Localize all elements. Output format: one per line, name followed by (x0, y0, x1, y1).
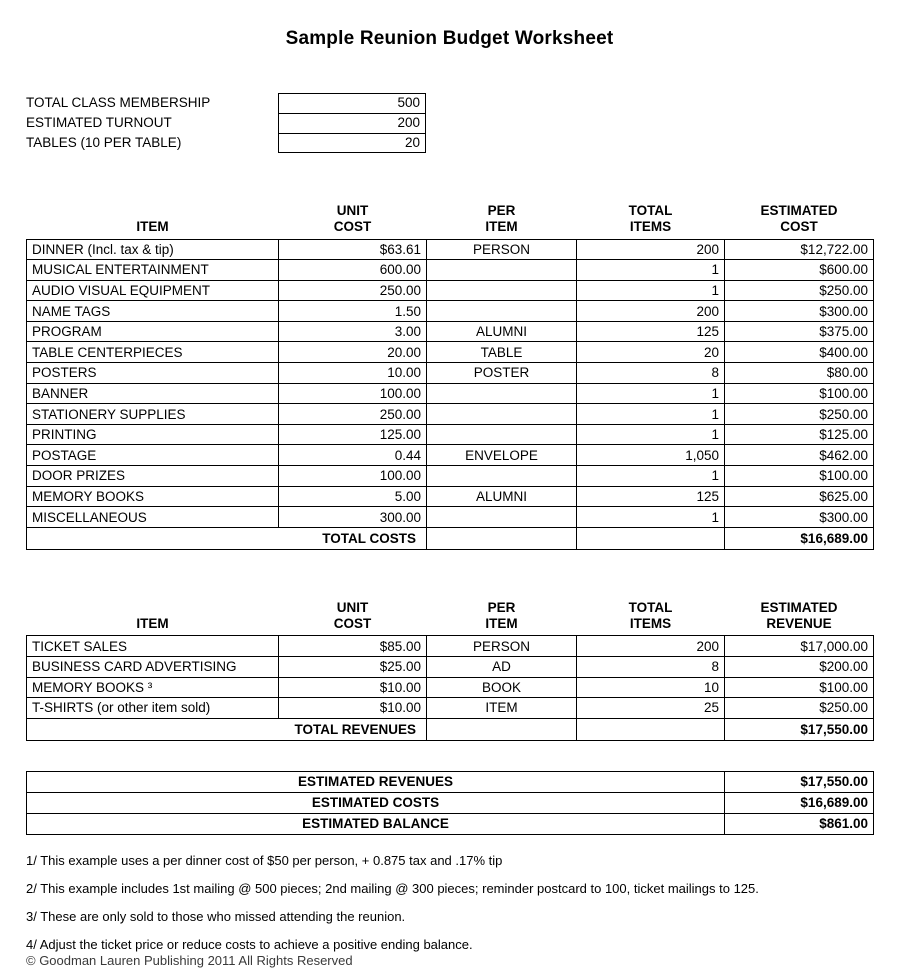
cost-estimated: $300.00 (725, 301, 874, 322)
cost-estimated: $462.00 (725, 445, 874, 466)
cost-per: ALUMNI (427, 486, 577, 507)
costs-header-total-top: TOTAL (628, 203, 673, 218)
revenues-header-unit-cost: COST (333, 615, 372, 631)
costs-header-total-items: ITEMS (629, 219, 672, 234)
cost-item: AUDIO VISUAL EQUIPMENT (27, 280, 279, 301)
table-row (27, 792, 874, 813)
costs-section (26, 201, 873, 550)
table-row (27, 636, 874, 657)
cost-total-items[interactable]: 125 (577, 486, 725, 507)
table-row (27, 486, 874, 507)
table-row (27, 507, 874, 528)
revenue-total-items[interactable]: 25 (577, 698, 725, 719)
cost-per: PERSON (427, 239, 577, 260)
revenues-header-item: ITEM (136, 615, 169, 631)
cost-estimated: $80.00 (725, 363, 874, 384)
cost-per: ENVELOPE (427, 445, 577, 466)
revenues-total-row (27, 718, 874, 740)
revenue-total-items[interactable]: 8 (577, 656, 725, 677)
copyright-notice: © Goodman Lauren Publishing 2011 All Rights Reserved (26, 953, 353, 968)
cost-unit[interactable]: 20.00 (279, 342, 427, 363)
revenue-total-items[interactable]: 200 (577, 636, 725, 657)
cost-total-items[interactable]: 1 (577, 424, 725, 445)
table-row (27, 424, 874, 445)
table-row (27, 698, 874, 719)
summary-value-tables[interactable]: 20 (278, 133, 426, 153)
footnote-4: 4/ Adjust the ticket price or reduce costs to achieve a positive ending balance. (26, 936, 473, 952)
cost-per (427, 301, 577, 322)
revenues-header-item-top (27, 598, 279, 616)
balance-label-estimated-costs: ESTIMATED COSTS (27, 792, 725, 813)
cost-estimated: $300.00 (725, 507, 874, 528)
balance-amount-estimated-costs: $16,689.00 (725, 792, 874, 813)
table-row (27, 445, 874, 466)
cost-per (427, 260, 577, 281)
revenue-estimated: $200.00 (725, 656, 874, 677)
cost-unit[interactable]: 1.50 (279, 301, 427, 322)
table-row (27, 771, 874, 792)
revenue-per: AD (427, 656, 577, 677)
table-row (27, 301, 874, 322)
table-row (27, 813, 874, 834)
cost-total-items[interactable]: 1 (577, 383, 725, 404)
cost-per (427, 404, 577, 425)
summary-label-total-class-membership: TOTAL CLASS MEMBERSHIP (26, 95, 211, 110)
cost-estimated: $250.00 (725, 404, 874, 425)
table-row (27, 321, 874, 342)
cost-estimated: $250.00 (725, 280, 874, 301)
total-costs-spacer-items (577, 527, 725, 549)
cost-item: STATIONERY SUPPLIES (27, 404, 279, 425)
cost-unit[interactable]: 100.00 (279, 383, 427, 404)
cost-estimated: $600.00 (725, 260, 874, 281)
cost-item: DOOR PRIZES (27, 466, 279, 487)
costs-header-per-top: PER (487, 203, 516, 218)
cost-item: NAME TAGS (27, 301, 279, 322)
costs-total-row (27, 527, 874, 549)
table-row (27, 342, 874, 363)
cost-total-items[interactable]: 20 (577, 342, 725, 363)
table-row (27, 677, 874, 698)
cost-unit[interactable]: 3.00 (279, 321, 427, 342)
revenues-section (26, 598, 873, 741)
cost-total-items[interactable]: 1 (577, 466, 725, 487)
revenue-item: TICKET SALES (27, 636, 279, 657)
table-row (27, 383, 874, 404)
cost-estimated: $625.00 (725, 486, 874, 507)
costs-header-item: ITEM (136, 219, 169, 234)
page-title: Sample Reunion Budget Worksheet (285, 28, 614, 49)
summary-value-estimated-turnout[interactable]: 200 (278, 113, 426, 133)
footnote-3: 3/ These are only sold to those who missed attending the reunion. (26, 908, 406, 924)
cost-unit[interactable]: 250.00 (279, 404, 427, 425)
cost-per (427, 466, 577, 487)
cost-unit[interactable]: 250.00 (279, 280, 427, 301)
cost-per: ALUMNI (427, 321, 577, 342)
costs-header-per-item: ITEM (485, 219, 518, 234)
cost-estimated: $12,722.00 (725, 239, 874, 260)
revenue-unit[interactable]: $10.00 (279, 677, 427, 698)
cost-item: POSTERS (27, 363, 279, 384)
costs-header-unit-top: UNIT (336, 203, 369, 218)
costs-header-item-top (27, 201, 279, 219)
total-revenues-spacer-per (427, 718, 577, 740)
balance-summary-table (26, 771, 874, 835)
revenue-total-items[interactable]: 10 (577, 677, 725, 698)
balance-label-estimated-revenues: ESTIMATED REVENUES (27, 771, 725, 792)
cost-per (427, 424, 577, 445)
cost-unit[interactable]: 10.00 (279, 363, 427, 384)
cost-per: POSTER (427, 363, 577, 384)
cost-total-items[interactable]: 125 (577, 321, 725, 342)
summary-value-total-class-membership[interactable]: 500 (278, 93, 426, 113)
total-costs-spacer-per (427, 527, 577, 549)
cost-unit[interactable]: 5.00 (279, 486, 427, 507)
cost-estimated: $100.00 (725, 383, 874, 404)
revenue-unit[interactable]: $25.00 (279, 656, 427, 677)
costs-header-bottom-row (27, 219, 874, 239)
cost-item: PRINTING (27, 424, 279, 445)
cost-estimated: $100.00 (725, 466, 874, 487)
revenue-per: ITEM (427, 698, 577, 719)
revenues-header-top-row (27, 598, 874, 616)
revenues-table-header (27, 598, 874, 636)
revenue-estimated: $17,000.00 (725, 636, 874, 657)
cost-item: TABLE CENTERPIECES (27, 342, 279, 363)
table-row (27, 363, 874, 384)
cost-item: POSTAGE (27, 445, 279, 466)
costs-table-body (27, 239, 874, 549)
summary-row (26, 93, 899, 113)
cost-item: MUSICAL ENTERTAINMENT (27, 260, 279, 281)
footnote-1: 1/ This example uses a per dinner cost of $50 per person, + 0.875 tax and .17% tip (26, 852, 503, 868)
revenues-header-bottom-row (27, 616, 874, 636)
costs-header-top-row (27, 201, 874, 219)
cost-item: PROGRAM (27, 321, 279, 342)
balance-amount-estimated-balance: $861.00 (725, 813, 874, 834)
table-row (27, 260, 874, 281)
cost-total-items[interactable]: 1,050 (577, 445, 725, 466)
revenue-unit[interactable]: $10.00 (279, 698, 427, 719)
revenue-per: BOOK (427, 677, 577, 698)
cost-per (427, 280, 577, 301)
cost-unit[interactable]: 100.00 (279, 466, 427, 487)
table-row (27, 239, 874, 260)
class-summary-block (26, 93, 899, 153)
summary-row (26, 133, 899, 153)
revenue-item: T-SHIRTS (or other item sold) (27, 698, 279, 719)
balance-label-estimated-balance: ESTIMATED BALANCE (27, 813, 725, 834)
cost-total-items[interactable]: 1 (577, 507, 725, 528)
costs-table-header (27, 201, 874, 239)
cost-total-items[interactable]: 8 (577, 363, 725, 384)
cost-unit[interactable]: 600.00 (279, 260, 427, 281)
cost-item: DINNER (Incl. tax & tip) (27, 239, 279, 260)
total-revenues-label: TOTAL REVENUES (27, 718, 427, 740)
revenues-header-estimated-top: ESTIMATED (760, 599, 838, 615)
balance-amount-estimated-revenues: $17,550.00 (725, 771, 874, 792)
revenue-estimated: $250.00 (725, 698, 874, 719)
cost-item: MISCELLANEOUS (27, 507, 279, 528)
revenue-unit[interactable]: $85.00 (279, 636, 427, 657)
footnote-2: 2/ This example includes 1st mailing @ 500 pieces; 2nd mailing @ 300 pieces; reminder postcard to 100, ticket mailings to 125. (26, 880, 759, 896)
revenues-header-total-top: TOTAL (628, 599, 673, 615)
revenues-header-per-top: PER (487, 599, 516, 615)
cost-total-items[interactable]: 1 (577, 280, 725, 301)
costs-header-unit-cost: COST (333, 219, 372, 234)
cost-per (427, 507, 577, 528)
revenue-estimated: $100.00 (725, 677, 874, 698)
costs-table (26, 201, 874, 550)
total-revenues-spacer-items (577, 718, 725, 740)
summary-label-tables: TABLES (10 PER TABLE) (26, 135, 182, 150)
revenues-header-total-items: ITEMS (629, 615, 672, 631)
table-row (27, 656, 874, 677)
cost-total-items[interactable]: 1 (577, 404, 725, 425)
revenues-table (26, 598, 874, 741)
table-row (27, 404, 874, 425)
cost-unit[interactable]: 125.00 (279, 424, 427, 445)
summary-label-estimated-turnout: ESTIMATED TURNOUT (26, 115, 172, 130)
cost-total-items[interactable]: 200 (577, 301, 725, 322)
cost-unit[interactable]: 0.44 (279, 445, 427, 466)
cost-estimated: $375.00 (725, 321, 874, 342)
cost-estimated: $400.00 (725, 342, 874, 363)
cost-per: TABLE (427, 342, 577, 363)
revenue-item: MEMORY BOOKS ³ (27, 677, 279, 698)
cost-estimated: $125.00 (725, 424, 874, 445)
cost-unit[interactable]: $63.61 (279, 239, 427, 260)
footnotes (26, 853, 899, 952)
revenues-header-unit-top: UNIT (336, 599, 369, 615)
table-row (27, 466, 874, 487)
cost-unit[interactable]: 300.00 (279, 507, 427, 528)
revenues-table-body (27, 636, 874, 740)
revenue-item: BUSINESS CARD ADVERTISING (27, 656, 279, 677)
cost-per (427, 383, 577, 404)
summary-row (26, 113, 899, 133)
cost-total-items[interactable]: 1 (577, 260, 725, 281)
revenues-header-estimated-revenue: REVENUE (766, 615, 832, 631)
revenue-per: PERSON (427, 636, 577, 657)
costs-header-estimated-top: ESTIMATED (760, 203, 838, 218)
table-row (27, 280, 874, 301)
total-revenues-amount: $17,550.00 (725, 718, 874, 740)
cost-total-items[interactable]: 200 (577, 239, 725, 260)
total-costs-amount: $16,689.00 (725, 527, 874, 549)
costs-header-estimated-cost: COST (780, 219, 818, 234)
revenues-header-per-item: ITEM (485, 615, 518, 631)
cost-item: MEMORY BOOKS (27, 486, 279, 507)
cost-item: BANNER (27, 383, 279, 404)
total-costs-label: TOTAL COSTS (27, 527, 427, 549)
